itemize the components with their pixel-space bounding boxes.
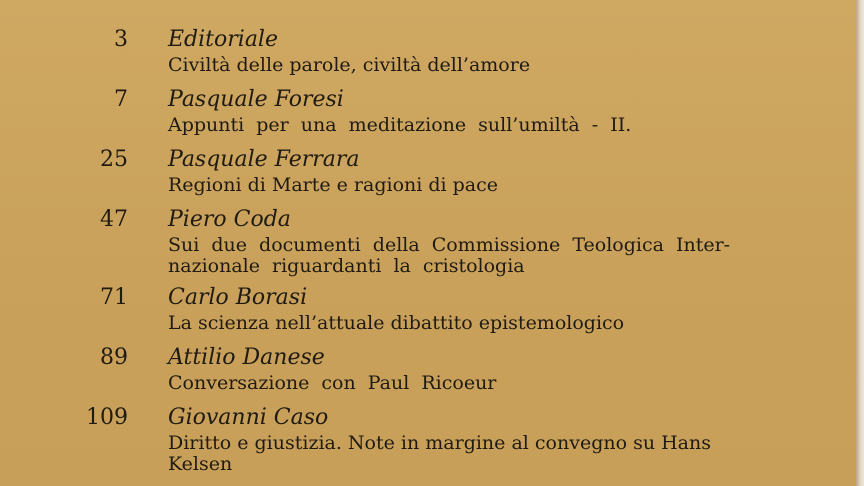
article-title-line: nazionale riguardanti la cristologia: [168, 255, 525, 277]
article-title: [168, 175, 794, 196]
author-name: Piero Coda: [168, 207, 291, 232]
article-title-line: Kelsen: [168, 453, 233, 475]
article-title: [168, 373, 794, 394]
author-name: Attilio Danese: [168, 345, 325, 370]
author-name: Pasquale Ferrara: [168, 147, 360, 172]
page-number: 71: [100, 285, 128, 310]
article-title-line: Conversazione con Paul Ricoeur: [168, 372, 497, 394]
page-number: 47: [100, 207, 128, 232]
author-name: Carlo Borasi: [168, 285, 308, 310]
article-title-line: Sui due documenti della Commissione Teologica Inter-: [168, 234, 731, 256]
author-name: Pasquale Foresi: [168, 87, 344, 112]
article-title-line: Diritto e giustizia. Note in margine al convegno su Hans: [168, 432, 711, 454]
article-title-line: Appunti per una meditazione sull’umiltà - II.: [168, 114, 632, 136]
article-title-line: La scienza nell’attuale dibattito epistemologico: [168, 312, 625, 334]
page-edge: [856, 0, 864, 486]
article-title-line: Civiltà delle parole, civiltà dell’amore: [168, 54, 531, 76]
author-name: Giovanni Caso: [168, 405, 329, 430]
article-title: [168, 235, 794, 277]
page-number: 7: [114, 87, 128, 112]
article-title-line: Regioni di Marte e ragioni di pace: [168, 174, 499, 196]
article-title: [168, 115, 794, 136]
page-number: 25: [100, 147, 128, 172]
article-title: [168, 313, 794, 334]
author-name: Editoriale: [168, 27, 278, 52]
page-number: 89: [100, 345, 128, 370]
page-number: 109: [86, 405, 128, 430]
article-title: [168, 55, 794, 76]
page-number: 3: [114, 27, 128, 52]
article-title: [168, 433, 794, 475]
